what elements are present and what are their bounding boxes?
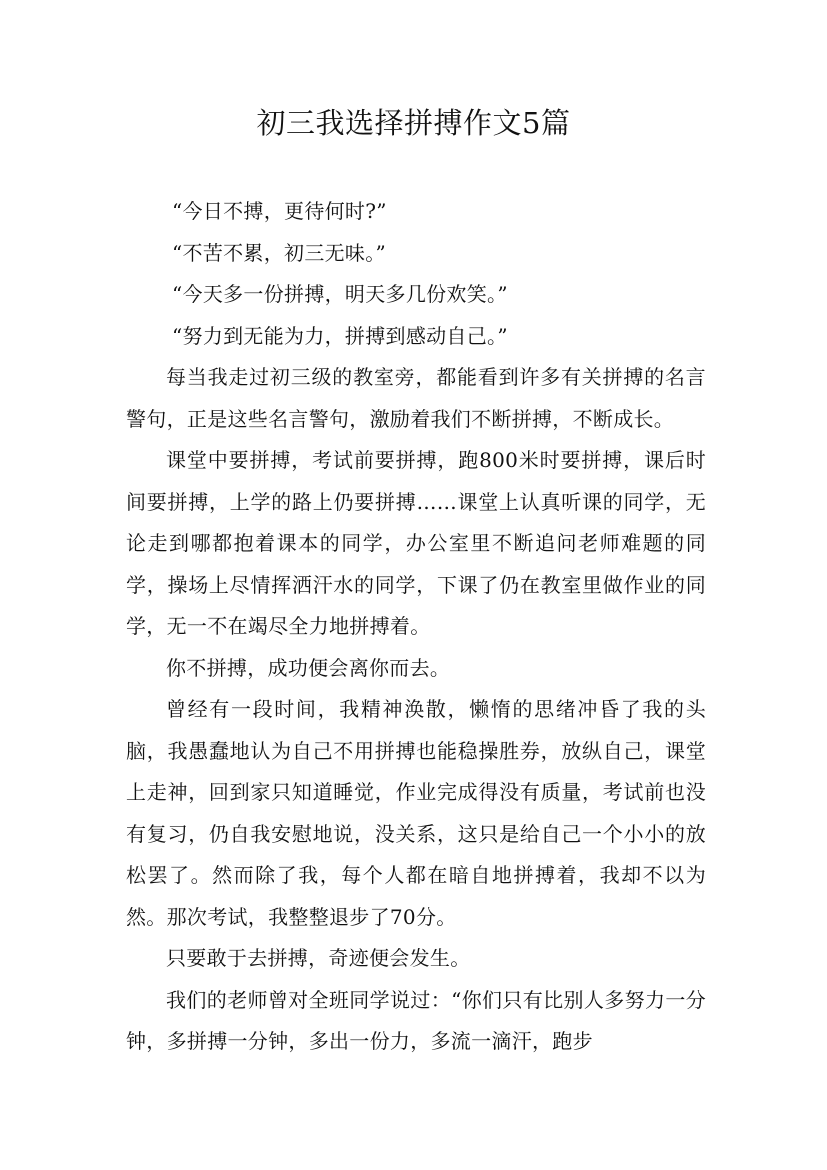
body-paragraph: 每当我走过初三级的教室旁，都能看到许多有关拼搏的名言警句，正是这些名言警句，激励着我们不断拼搏，不断成长。 (126, 365, 706, 431)
document-body (126, 191, 706, 1063)
quote-line: “今日不搏，更待何时?” (172, 199, 387, 223)
body-paragraph: 课堂中要拼搏，考试前要拼搏，跑800米时要拼搏，课后时间要拼搏，上学的路上仍要拼搏……课堂上认真听课的同学，无论走到哪都抱着课本的同学，办公室里不断追问老师难题的同学，操场上尽情挥洒汗水的同学，下课了仍在教室里做作业的同学，无一不在竭尽全力地拼搏着。 (126, 448, 706, 638)
body-paragraph: 只要敢于去拼搏，奇迹便会发生。 (166, 946, 471, 970)
quote-line: “努力到无能为力，拼搏到感动自己。” (172, 323, 508, 348)
quote-line: “今天多一份拼搏，明天多几份欢笑。” (172, 282, 508, 306)
body-paragraph: 我们的老师曾对全班同学说过：“你们只有比别人多努力一分钟，多拼搏一分钟，多出一份力，多流一滴汗，跑步 (126, 987, 706, 1053)
body-paragraph: 曾经有一段时间，我精神涣散，懒惰的思绪冲昏了我的头脑，我愚蠢地认为自己不用拼搏也能稳操胜券，放纵自己，课堂上走神，回到家只知道睡觉，作业完成得没有质量，考试前也没有复习，仍自我安慰地说，没关系，这只是给自己一个小小的放松罢了。然而除了我，每个人都在暗自地拼搏着，我却不以为然。那次考试，我整整退步了70分。 (126, 697, 706, 929)
quote-line: “不苦不累，初三无味。” (172, 240, 387, 265)
body-paragraph: 你不拼搏，成功便会离你而去。 (166, 655, 451, 680)
document-title: 初三我选择拼搏作文5篇 (256, 106, 571, 140)
